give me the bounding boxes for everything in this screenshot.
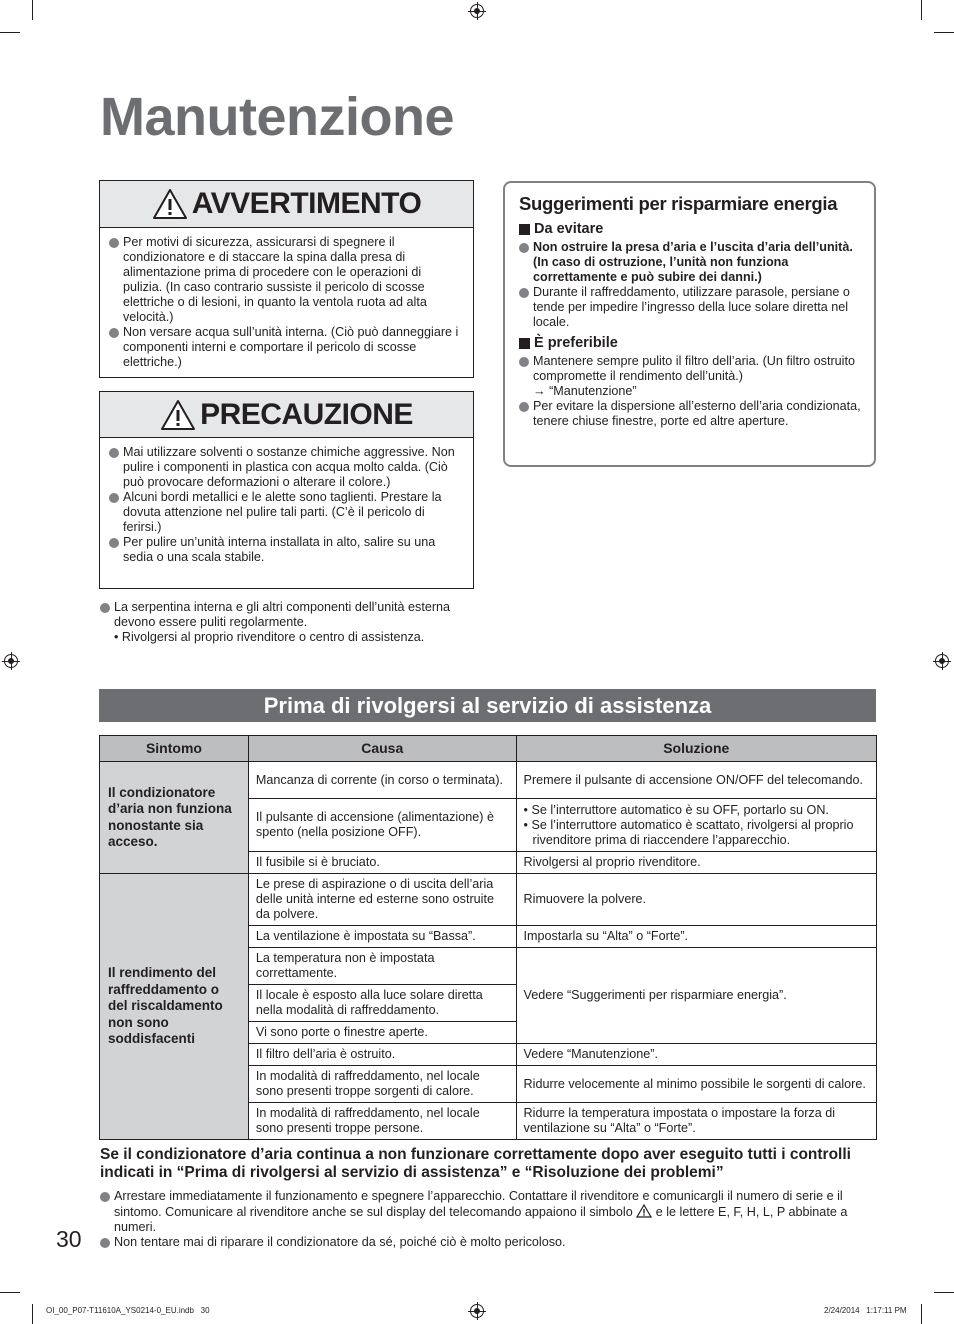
- maintenance-note: [100, 600, 480, 645]
- list-item-text: [533, 354, 862, 399]
- solution-cell: Impostarla su “Alta” o “Forte”.: [516, 926, 876, 948]
- list-item: [109, 490, 463, 535]
- list-item-text: Non versare acqua sull’unità interna. (Ciò può danneggiare i componenti interni e comportare il pericolo di scosse elettriche.): [123, 325, 459, 369]
- crop-mark: [32, 1304, 33, 1324]
- section-label-text: È preferibile: [534, 335, 618, 351]
- prefer-section-label: [519, 335, 862, 351]
- bullet-dot-icon: [100, 603, 110, 613]
- crop-mark: [934, 1292, 954, 1293]
- symptom-text: Il rendimento del raffreddamento o del riscaldamento non sono soddisfacenti: [108, 965, 223, 1047]
- symptom-cell: [100, 762, 249, 874]
- section-banner: Prima di rivolgersi al servizio di assistenza: [99, 689, 876, 722]
- caution-body: [100, 438, 473, 571]
- registration-mark-icon: [935, 654, 949, 668]
- list-item-text: Per motivi di sicurezza, assicurarsi di spegnere il condizionatore e di staccare la spina dalla presa di alimentazione prima di procedere con le operazioni di pulizia. (In caso contrario sussiste il pericolo di scosse elettriche o di lesioni, in quanto la ventola ruota ad alta velocità.): [123, 235, 427, 324]
- crop-mark: [0, 32, 20, 33]
- warning-triangle-icon: [160, 399, 196, 431]
- registration-mark-icon: [470, 1304, 484, 1318]
- bullet-dot-icon: [109, 493, 119, 503]
- footer-file-info: OI_00_P07-T11610A_YS0214-0_EU.indb 30: [46, 1306, 210, 1315]
- cause-cell: Le prese di aspirazione o di uscita dell’aria delle unità interne ed esterne sono ostruite da polvere.: [248, 874, 516, 926]
- crop-mark: [32, 0, 33, 20]
- list-item: [109, 445, 463, 490]
- solution-cell: Vedere “Manutenzione”.: [516, 1044, 876, 1066]
- bullet-dot-icon: [109, 328, 119, 338]
- cause-cell: Mancanza di corrente (in corso o terminata).: [248, 762, 516, 799]
- energy-tips-box: [503, 181, 876, 467]
- avoid-section-label: [519, 221, 862, 237]
- bullet-dot-icon: [519, 357, 529, 367]
- page-title: Manutenzione: [100, 87, 454, 147]
- column-header: Sintomo: [100, 736, 249, 762]
- warning-header: [100, 181, 473, 228]
- cause-cell: Il filtro dell’aria è ostruito.: [248, 1044, 516, 1066]
- registration-mark-icon: [4, 654, 18, 668]
- warning-box: [99, 180, 474, 378]
- solution-cell: [516, 799, 876, 852]
- reference-link: → “Manutenzione”: [533, 384, 637, 398]
- list-item: [109, 535, 463, 565]
- list-item-part: e le lettere E, F, H, L, P abbinate a numeri.: [114, 1205, 848, 1234]
- crop-mark: [934, 32, 954, 33]
- list-item-text: Per pulire un’unità interna installata in alto, salire su una sedia o una scala stabile.: [123, 535, 436, 564]
- list-item-text: Non ostruire la presa d’aria e l’uscita d’aria dell’unità. (In caso di ostruzione, l’unità non funziona correttamente e può subire dei danni.): [533, 240, 853, 284]
- warning-heading: AVVERTIMENTO: [191, 187, 422, 220]
- table-row: [100, 874, 877, 926]
- list-item: [519, 240, 862, 285]
- caution-heading: PRECAUZIONE: [200, 397, 413, 431]
- solution-cell: Premere il pulsante di accensione ON/OFF del telecomando.: [516, 762, 876, 799]
- list-item: [519, 285, 862, 330]
- warning-triangle-icon: [636, 1204, 652, 1218]
- list-item-text: Per evitare la dispersione all’esterno dell’aria condizionata, tenere chiuse finestre, porte ed altre aperture.: [533, 399, 861, 428]
- solution-line: • Se l’interruttore automatico è scattato, rivolgersi al proprio rivenditore prima di riaccendere l’apparecchio.: [523, 817, 854, 847]
- list-item-part: Arrestare immediatamente il funzionamento e spegnere l’apparecchio. Contattare il rivenditore e comunicargli il numero di serie e il sintomo. Comunicare al rivenditore anche se sul display del telecomando appaiono il simbolo: [114, 1189, 843, 1219]
- table-header-row: [100, 736, 877, 762]
- cause-cell: In modalità di raffreddamento, nel locale sono presenti troppe sorgenti di calore.: [248, 1066, 516, 1103]
- energy-tips-title: Suggerimenti per risparmiare energia: [519, 193, 838, 214]
- list-item: [109, 235, 463, 325]
- symptom-text: Il condizionatore d’aria non funziona nonostante sia acceso.: [108, 784, 232, 849]
- bullet-dot-icon: [109, 538, 119, 548]
- list-item: [100, 1235, 880, 1250]
- list-item: [519, 399, 862, 429]
- solution-cell: Rivolgersi al proprio rivenditore.: [516, 852, 876, 874]
- square-marker-icon: [519, 338, 530, 349]
- list-item-text: Alcuni bordi metallici e le alette sono taglienti. Prestare la dovuta attenzione nel pulire tali parti. (C’è il pericolo di ferirsi.): [123, 490, 442, 534]
- list-item-text: Mai utilizzare solventi o sostanze chimiche aggressive. Non pulire i componenti in plastica con acqua molto calda. (Ciò può provocare deformazioni o alterare il colore.): [123, 445, 455, 489]
- solution-cell: Ridurre velocemente al minimo possibile le sorgenti di calore.: [516, 1066, 876, 1103]
- column-header: Soluzione: [516, 736, 876, 762]
- bullet-dot-icon: [519, 288, 529, 298]
- caution-header: [100, 392, 473, 438]
- crop-mark: [0, 1292, 20, 1293]
- list-item-text: Non tentare mai di riparare il condizionatore da sé, poiché ciò è molto pericoloso.: [114, 1235, 566, 1249]
- solution-line: • Se l’interruttore automatico è su OFF, portarlo su ON.: [523, 802, 829, 817]
- cause-cell: Il fusibile si è bruciato.: [248, 852, 516, 874]
- footer-date-info: 2/24/2014 1:17:11 PM: [824, 1306, 907, 1315]
- crop-mark: [921, 0, 922, 20]
- crop-mark: [921, 1304, 922, 1324]
- page-number: 30: [56, 1226, 82, 1252]
- bullet-dot-icon: [109, 448, 119, 458]
- bullet-dot-icon: [100, 1238, 110, 1248]
- list-item: [519, 354, 862, 399]
- list-item: [109, 325, 463, 370]
- note-subitem: • Rivolgersi al proprio rivenditore o centro di assistenza.: [114, 630, 425, 644]
- bullet-dot-icon: [109, 238, 119, 248]
- caution-box: [99, 391, 474, 589]
- bullet-dot-icon: [100, 1192, 110, 1202]
- list-item: [100, 600, 480, 630]
- solution-cell: Rimuovere la polvere.: [516, 874, 876, 926]
- cause-cell: Il locale è esposto alla luce solare diretta nella modalità di raffreddamento.: [248, 985, 516, 1022]
- cause-cell: In modalità di raffreddamento, nel locale sono presenti troppe persone.: [248, 1103, 516, 1140]
- bullet-dot-icon: [519, 243, 529, 253]
- list-item: [100, 1189, 880, 1235]
- list-item-text: La serpentina interna e gli altri componenti dell’unità esterna devono essere puliti regolarmente.: [114, 600, 451, 629]
- list-item-text: Durante il raffreddamento, utilizzare parasole, persiane o tende per impedire l’ingresso della luce solare diretta nel locale.: [533, 285, 850, 329]
- symptom-cell: [100, 874, 249, 1140]
- cause-cell: La temperatura non è impostata correttamente.: [248, 948, 516, 985]
- bullet-dot-icon: [519, 402, 529, 412]
- troubleshooting-table: [99, 735, 877, 1140]
- cause-cell: Vi sono porte o finestre aperte.: [248, 1022, 516, 1044]
- square-marker-icon: [519, 224, 530, 235]
- warning-triangle-icon: [152, 188, 188, 220]
- list-item-text: [114, 1189, 880, 1235]
- table-row: [100, 762, 877, 799]
- solution-cell: Vedere “Suggerimenti per risparmiare energia”.: [516, 948, 876, 1044]
- registration-mark-icon: [470, 4, 484, 18]
- cause-cell: Il pulsante di accensione (alimentazione) è spento (nella posizione OFF).: [248, 799, 516, 852]
- list-item-main: Mantenere sempre pulito il filtro dell’aria. (Un filtro ostruito compromette il rendimento dell’unità.): [533, 354, 855, 383]
- final-heading: Se il condizionatore d’aria continua a non funzionare correttamente dopo aver eseguito tutti i controlli indicati in “Prima di rivolgersi al servizio di assistenza” e “Risoluzione dei problemi”: [100, 1146, 851, 1181]
- warning-body: [100, 228, 473, 376]
- final-list: [100, 1189, 880, 1250]
- section-label-text: Da evitare: [534, 221, 604, 237]
- solution-cell: Ridurre la temperatura impostata o impostare la forza di ventilazione su “Alta” o “Forte”.: [516, 1103, 876, 1140]
- cause-cell: La ventilazione è impostata su “Bassa”.: [248, 926, 516, 948]
- column-header: Causa: [248, 736, 516, 762]
